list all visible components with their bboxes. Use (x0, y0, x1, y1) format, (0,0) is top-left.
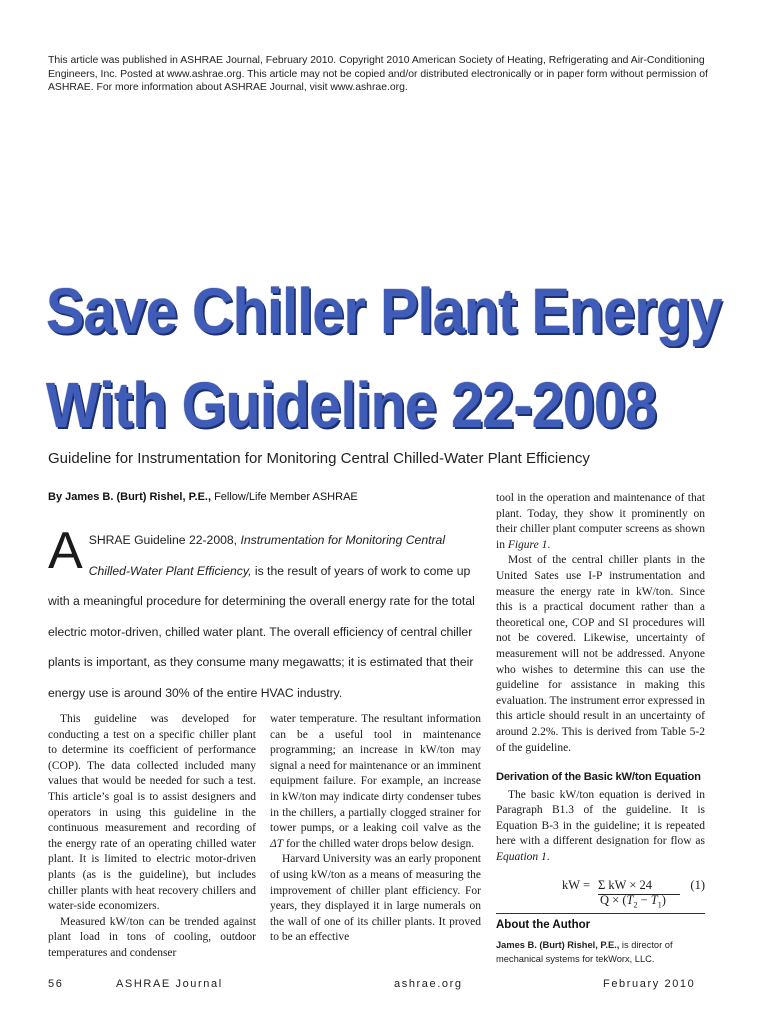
paragraph (270, 712, 481, 852)
figure-reference: Figure 1 (507, 538, 548, 551)
denominator-prefix: Q × ( (600, 893, 627, 907)
t1-subscript: 1 (657, 900, 662, 910)
body-column-1 (48, 712, 256, 962)
about-author-heading: About the Author (496, 919, 591, 931)
issue-date: February 2010 (603, 978, 696, 990)
intro-lead: SHRAE Guideline 22-2008, (88, 533, 241, 547)
paragraph-text: water temperature. The resultant information can be a useful tool in maintenance programming; an increase in kW/ton may signal a need for maintenance or an imminent equipment failure. For example, an increase in kW/ton may indicate dirty condenser tubes in the chillers, a partially clogged strainer for tower pumps, or a leaking coil valve as the (270, 713, 481, 835)
about-author-text (496, 938, 705, 966)
intro-rest: is the result of years of work to come up with a meaningful procedure for determining the overall energy rate for the total electric motor-driven, chilled water plant. The overall efficiency of central chiller plants is important, as they consume many megawatts; it is estimated that their energy use is around 30% of the entire HVAC industry. (48, 563, 475, 700)
equation-numerator: Σ kW × 24 (598, 878, 653, 892)
paragraph-text: tool in the operation and maintenance of that plant. Today, they show it prominently on their chiller plant computer screens as shown in (496, 492, 705, 551)
byline (48, 491, 358, 503)
paragraph-text: . (547, 538, 551, 551)
about-author-bio: is director of mechanical systems for tekWorx, LLC. (496, 940, 673, 964)
body-column-3 (496, 491, 705, 866)
journal-url: ashrae.org (394, 978, 463, 990)
guideline-title: Instrumentation for Monitoring Central Chilled-Water Plant Efficiency, (88, 533, 446, 578)
body-column-2 (270, 712, 481, 946)
about-divider (496, 913, 705, 914)
author-name: By James B. (Burt) Rishel, P.E., (48, 491, 212, 503)
paragraph-text: . (546, 851, 550, 864)
article-title-line-2: With Guideline 22-2008 (46, 369, 657, 441)
denominator-suffix: ) (661, 893, 666, 907)
paragraph (496, 491, 705, 553)
delta-t-symbol: ΔT (270, 837, 284, 850)
paragraph-text: The basic kW/ton equation is derived in Paragraph B1.3 of the guideline. It is Equation B-3 in the guideline; it is repeated here with a different designation for flow as (496, 788, 705, 848)
paragraph: Most of the central chiller plants in the United Sates use I-P instrumentation and measure the energy rate in kW/ton. Since this is a practical document rather than a theoretical one, COP and SI procedures will not be covered. Likewise, uncertainty of measurement will not be addressed. Anyone who wishes to determine this can use the guideline for assistance in making this evaluation. The instrument error expressed in this article should result in an uncertainty of around 2.2%. This is derived from Table 5-2 of the guideline. (496, 554, 705, 754)
paragraph (496, 788, 705, 866)
equation-reference: Equation 1 (496, 851, 547, 864)
intro-paragraph (48, 522, 482, 709)
equation-lhs: kW = (562, 878, 590, 892)
paragraph: Harvard University was an early proponent of using kW/ton as a means of measuring the improvement of chiller plant efficiency. For years, they displayed it in large numerals on the wall of one of its chiller plants. It proved to be an effective (270, 853, 481, 944)
t2-symbol: T (626, 893, 634, 907)
paragraph-text: for the chilled water drops below design. (283, 837, 475, 850)
t1-symbol: T (650, 893, 658, 907)
about-author-name: James B. (Burt) Rishel, P.E., (496, 940, 620, 950)
copyright-notice: This article was published in ASHRAE Journal, February 2010. Copyright 2010 American Society of Heating, Refrigerating and Air-Conditioning Engineers, Inc. Posted at www.ashrae.org. This article may not be copied and/or distributed electronically or in paper form without permission of ASHRAE. For more information about ASHRAE Journal, visit www.ashrae.org. (48, 55, 708, 94)
section-heading: Derivation of the Basic kW/ton Equation (496, 771, 701, 784)
equation-denominator (600, 893, 666, 910)
equation-number: (1) (690, 878, 705, 892)
journal-name: ASHRAE Journal (116, 978, 223, 990)
equation-1 (540, 876, 705, 910)
paragraph: This guideline was developed for conducting a test on a specific chiller plant to determine its coefficient of performance (COP). The data collected included many values that would be needed for such a test. This article’s goal is to assist designers and operators in using this guideline in the continuous measurement and recording of the energy rate of an operating chilled water plant. It is limited to electric motor-driven plants (as is the guideline), but includes chiller plants with heat recovery chillers and water-side economizers. (48, 713, 256, 913)
author-role: Fellow/Life Member ASHRAE (211, 491, 358, 503)
article-title-line-1: Save Chiller Plant Energy (46, 275, 722, 347)
minus-sign: − (637, 893, 651, 907)
page-number: 56 (48, 978, 64, 990)
drop-cap: A (48, 522, 83, 580)
paragraph: Measured kW/ton can be trended against plant load in tons of cooling, outdoor temperatures and condenser (48, 915, 256, 959)
t2-subscript: 2 (633, 900, 638, 910)
article-subtitle: Guideline for Instrumentation for Monitoring Central Chilled-Water Plant Efficiency (48, 450, 590, 467)
